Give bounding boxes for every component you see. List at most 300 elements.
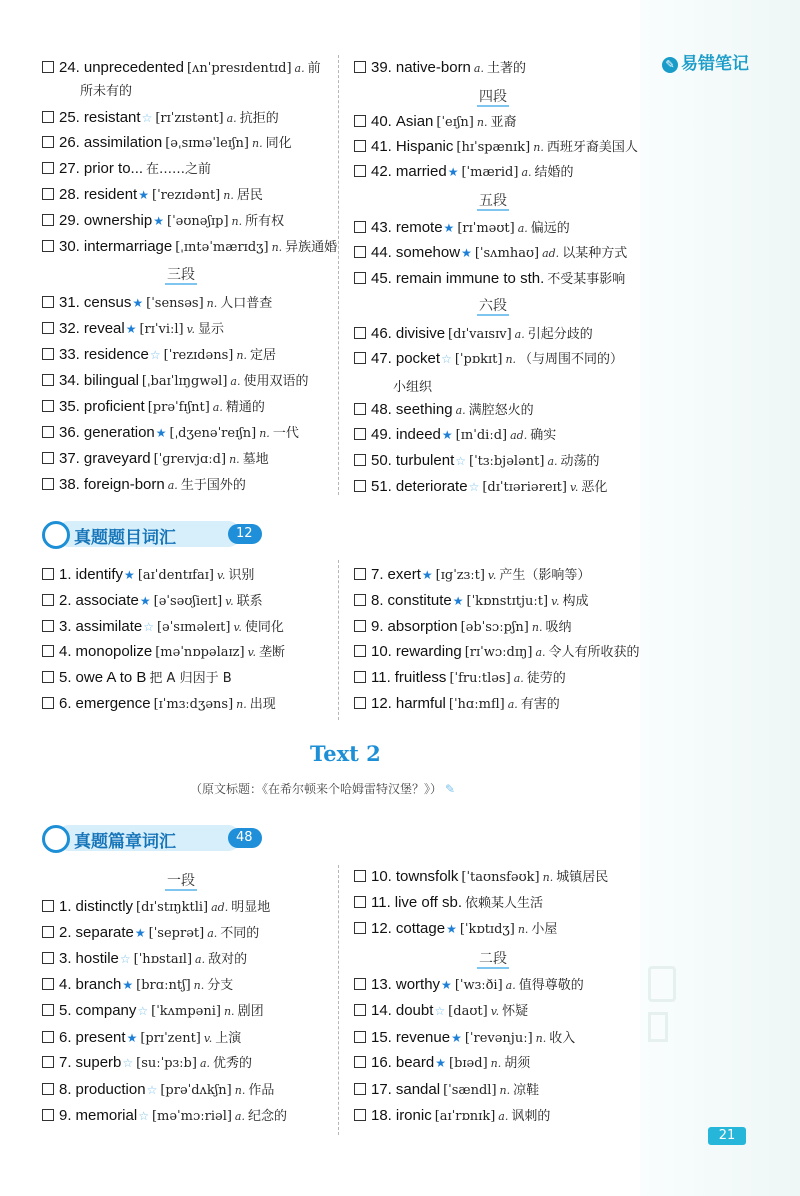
meaning: 一代 [272,426,299,441]
magnifier-icon [42,825,70,853]
meaning: 联系 [236,594,263,609]
phonetic: [ˈmærid] [461,165,519,180]
checkbox[interactable] [42,188,54,200]
vocab-entry [42,1001,264,1022]
vocab-word: company [75,1002,137,1019]
checkbox[interactable] [42,136,54,148]
vocab-entry [42,397,265,418]
phonetic: [ˌbaɪˈlɪŋgwəl] [141,374,228,389]
entry-number: 25. [59,109,80,126]
phonetic: [əˌsɪməˈleɪʃn] [165,136,249,151]
part-of-speech: a. [517,222,528,235]
checkbox[interactable] [42,240,54,252]
vocab-entry [354,400,534,421]
vocab-entry [354,565,590,586]
meaning: 出现 [249,697,276,712]
vocab-word: worthy [395,976,441,993]
part-of-speech: v. [569,481,579,494]
vocab-entry [42,133,292,154]
entry-number: 50. [371,452,392,469]
checkbox[interactable] [42,568,54,580]
meaning: 上演 [215,1031,242,1046]
entry-number: 13. [371,976,392,993]
vocab-word: beard [395,1054,435,1071]
vocab-entry [42,58,321,79]
vocab-word: branch [75,976,122,993]
phonetic: [ɪnˈdiːd] [455,428,508,443]
star-icon: ★ [451,1031,462,1045]
part-of-speech: a. [455,404,466,417]
entry-number: 33. [59,346,80,363]
vocab-word: graveyard [83,450,151,467]
vocab-entry [42,371,309,392]
column-divider [338,865,339,1135]
checkbox[interactable] [354,140,366,152]
vocab-entry [354,349,623,370]
vocab-entry [42,1028,241,1049]
half-star-icon: ☆ [149,348,161,362]
phonetic: [məˈmɔːriəl] [151,1109,232,1124]
vocab-word: live off sb. [394,894,463,911]
entry-number: 39. [371,59,392,76]
entry-number: 47. [371,350,392,367]
vocab-entry [354,1053,530,1074]
entry-number: 12. [371,920,392,937]
entry-number: 36. [59,424,80,441]
star-icon: ★ [153,214,164,228]
checkbox[interactable] [354,246,366,258]
meaning: 剧团 [237,1004,264,1019]
entry-number: 46. [371,325,392,342]
vocab-entry [354,867,608,888]
half-star-icon: ☆ [141,111,153,125]
checkbox[interactable] [354,115,366,127]
meaning: 不同的 [220,926,260,941]
checkbox[interactable] [354,272,366,284]
vocab-entry [42,617,284,638]
checkbox[interactable] [42,61,54,73]
part-of-speech: a. [226,112,237,125]
checkbox[interactable] [42,1109,54,1121]
checkbox[interactable] [42,1004,54,1016]
checkbox[interactable] [354,1031,366,1043]
phonetic: [əˈsəʊʃieɪt] [153,594,223,609]
entry-number: 1. [59,566,72,583]
checkbox[interactable] [354,896,366,908]
star-icon: ★ [126,1031,138,1045]
checkbox[interactable] [354,870,366,882]
checkbox[interactable] [354,352,366,364]
checkbox[interactable] [354,568,366,580]
phonetic: [ˈəʊnəʃɪp] [167,214,229,229]
meaning: 生于国外的 [180,478,246,493]
phonetic: [ˈeɪʃn] [436,115,474,130]
checkbox[interactable] [42,214,54,226]
checkbox[interactable] [354,221,366,233]
half-star-icon: ☆ [143,620,154,634]
checkbox[interactable] [42,620,54,632]
meaning: 满腔怒火的 [468,403,534,418]
meaning: （与周围不同的） [519,352,624,367]
half-star-icon: ☆ [138,1109,149,1123]
vocab-word: absorption [387,618,458,635]
brand-logo [662,49,749,74]
checkbox[interactable] [354,454,366,466]
phonetic: [ˌɪntəˈmærɪdʒ] [175,240,269,255]
vocab-entry [354,1080,539,1101]
half-star-icon: ☆ [455,454,466,468]
vocab-entry [354,477,607,498]
entry-number: 26. [59,134,80,151]
entry-number: 8. [371,592,384,609]
checkbox[interactable] [354,165,366,177]
meaning: 亚裔 [490,115,517,130]
entry-number: 5. [59,669,72,686]
phonetic: [rɪˈviːl] [139,322,184,337]
pen-icon: ✎ [445,782,456,796]
phonetic: [ˈrezɪdənt] [152,188,221,203]
vocab-word: assimilation [83,134,163,151]
phonetic: [ˌdʒenəˈreɪʃn] [169,426,257,441]
vocab-word: residence [83,346,149,363]
entry-number: 2. [59,592,72,609]
banner-count: 48 个 [228,828,262,848]
vocab-word: seething [395,401,453,418]
entry-number: 18. [371,1107,392,1124]
vocab-entry [354,642,640,663]
vocab-word: generation [83,424,155,441]
star-icon: ★ [443,221,455,235]
part-of-speech: n. [271,241,283,254]
entry-number: 8. [59,1081,72,1098]
entry-number: 35. [59,398,80,415]
part-of-speech: v. [225,595,234,608]
checkbox[interactable] [42,322,54,334]
meaning: 以某种方式 [562,246,628,261]
checkbox[interactable] [354,645,366,657]
part-of-speech: n. [229,453,240,466]
vocab-entry [354,269,625,290]
checkbox[interactable] [354,403,366,415]
checkbox[interactable] [354,1109,366,1121]
meaning: 敌对的 [208,952,248,967]
checkbox[interactable] [354,620,366,632]
meaning: 确实 [530,428,557,443]
brand-text: 易错笔记 [681,54,749,74]
entry-number: 3. [59,950,72,967]
vocab-entry [42,293,272,314]
vocab-word: present [75,1029,126,1046]
vocab-word: ironic [395,1107,432,1124]
vocab-word: assimilate [75,618,143,635]
phonetic: [ˈrezɪdəns] [163,348,234,363]
part-of-speech: n. [517,923,529,936]
vocab-word: owe A to B [75,669,147,686]
vocab-word: pocket [395,350,441,367]
meaning: 城镇居民 [556,870,609,885]
checkbox[interactable] [354,922,366,934]
meaning: 前 [307,61,321,76]
meaning: 识别 [228,568,255,583]
entry-number: 14. [371,1002,392,1019]
vocab-word: census [83,294,132,311]
vocab-entry [42,975,233,996]
phonetic: [suːˈpɜːb] [136,1056,197,1071]
half-star-icon: ☆ [122,1056,134,1070]
original-title-note: （原文标题：《在希尔顿来个哈姆雷特汉堡？》） ✎ [190,782,456,796]
banner-count: 12 个 [228,524,262,544]
banner-exam-question-vocab [42,521,262,561]
vocab-word: Hispanic [395,138,454,155]
checkbox[interactable] [42,594,54,606]
meaning: 墓地 [242,452,269,467]
checkbox[interactable] [354,671,366,683]
meaning: 使同化 [244,620,284,635]
part-of-speech: n. [476,116,488,129]
banner-title: 真题题目词汇 [74,528,176,548]
segment-label: 四段 [479,89,507,105]
page-number: 21 [708,1127,746,1145]
entry-number: 9. [371,618,384,635]
entry-number: 15. [371,1029,392,1046]
entry-number: 32. [59,320,80,337]
meaning: 令人有所收获的 [548,645,640,660]
part-of-speech: n. [236,349,247,362]
vocab-word: associate [75,592,139,609]
checkbox[interactable] [354,428,366,440]
entry-number: 28. [59,186,80,203]
phonetic: [rɪˈməʊt] [457,221,515,236]
meaning: 凉鞋 [513,1083,540,1098]
part-of-speech: v. [186,323,196,336]
checkbox[interactable] [42,926,54,938]
entry-number: 31. [59,294,80,311]
part-of-speech: ad. [211,901,229,914]
vocab-word: remote [395,219,443,236]
phonetic: [ˈrevənjuː] [464,1031,533,1046]
vocab-entry [42,449,269,470]
meaning: 使用双语的 [243,374,309,389]
checkbox[interactable] [42,697,54,709]
entry-number: 16. [371,1054,392,1071]
part-of-speech: ad. [510,429,528,442]
part-of-speech: a. [498,1110,509,1123]
part-of-speech: a. [195,953,206,966]
part-of-speech: a. [294,62,305,75]
vocab-word: sandal [395,1081,441,1098]
phonetic: [ɪgˈzɜːt] [435,568,485,583]
vocab-word: prior to... [83,160,144,177]
meaning-continued: 小组织 [393,380,433,395]
part-of-speech: n. [231,215,243,228]
meaning: 恶化 [581,480,608,495]
vocab-word: monopolize [75,643,153,660]
meaning: 产生（影响等） [499,568,591,583]
star-icon: ★ [452,594,464,608]
vocab-word: production [75,1081,146,1098]
entry-number: 44. [371,244,392,261]
phonetic: [məˈnɒpəlaɪz] [155,645,245,660]
meaning: 吸纳 [545,620,572,635]
checkbox[interactable] [42,645,54,657]
entry-number: 4. [59,976,72,993]
vocab-entry [42,642,285,663]
checkbox[interactable] [42,952,54,964]
part-of-speech: v. [487,569,497,582]
entry-number: 49. [371,426,392,443]
vocab-entry [354,137,638,158]
checkbox[interactable] [354,1056,366,1068]
star-icon: ★ [122,978,134,992]
vocab-word: distinctly [75,898,134,915]
vocab-word: resident [83,186,138,203]
phonetic: [ˈwɜːði] [454,978,503,993]
meaning: 收入 [549,1031,576,1046]
checkbox[interactable] [354,697,366,709]
checkbox[interactable] [42,900,54,912]
segment-label: 六段 [479,298,507,314]
star-icon: ★ [134,926,146,940]
vocab-word: somehow [395,244,461,261]
star-icon: ★ [125,322,137,336]
part-of-speech: n. [542,871,554,884]
star-icon: ★ [138,188,149,202]
vocab-entry [354,451,600,472]
meaning: 土著的 [486,61,526,76]
phonetic: [dɪˈvaɪsɪv] [448,327,512,342]
part-of-speech: a. [473,62,484,75]
meaning: 抗拒的 [239,111,279,126]
vocab-word: memorial [75,1107,138,1124]
vocab-entry [354,1001,528,1022]
part-of-speech: a. [212,401,223,414]
vocab-entry [42,1080,274,1101]
vocab-entry [354,162,574,183]
entry-number: 2. [59,924,72,941]
meaning: 居民 [236,188,263,203]
brand-icon: ✎ [662,57,678,73]
star-icon: ★ [155,426,167,440]
part-of-speech: v. [203,1032,213,1045]
vocab-word: revenue [395,1029,451,1046]
checkbox[interactable] [42,1056,54,1068]
vocab-entry [354,324,593,345]
vocab-entry [42,668,232,689]
checkbox[interactable] [42,348,54,360]
star-icon: ★ [124,568,135,582]
segment-label: 二段 [479,951,507,967]
vocab-entry [354,58,526,79]
vocab-word: identify [75,566,124,583]
part-of-speech: n. [234,1084,246,1097]
meaning: 值得尊敬的 [518,978,584,993]
entry-number: 51. [371,478,392,495]
part-of-speech: a. [507,698,518,711]
checkbox[interactable] [42,400,54,412]
phonetic: [brɑːntʃ] [136,978,191,993]
checkbox[interactable] [42,426,54,438]
entry-number: 30. [59,238,80,255]
checkbox[interactable] [354,594,366,606]
vocab-entry [354,1106,550,1127]
entry-number: 17. [371,1081,392,1098]
vocab-entry [42,211,284,232]
checkbox[interactable] [42,1031,54,1043]
phonetic: [ˈtɜːbjələnt] [469,454,545,469]
star-icon: ★ [441,978,452,992]
meaning: 依赖某人生活 [465,896,544,911]
part-of-speech: a. [167,479,178,492]
vocab-entry [354,1028,575,1049]
vocab-entry [354,893,543,914]
phonetic: [ˈsensəs] [146,296,204,311]
meaning: 西班牙裔美国人 [546,140,638,155]
checkbox[interactable] [354,978,366,990]
checkbox[interactable] [354,480,366,492]
checkbox[interactable] [354,61,366,73]
part-of-speech: a. [535,646,546,659]
checkbox[interactable] [354,327,366,339]
vocab-word: cottage [395,920,446,937]
phonetic: [prəˈfɪʃnt] [147,400,210,415]
phonetic: [dɪˈstɪŋktli] [136,900,209,915]
part-of-speech: n. [223,189,234,202]
checkbox[interactable] [354,1004,366,1016]
phonetic: [rɪˈzɪstənt] [155,111,224,126]
vocab-entry [42,345,276,366]
meaning: 垄断 [259,645,286,660]
checkbox[interactable] [354,1083,366,1095]
phonetic: [rɪˈwɔːdɪŋ] [464,645,533,660]
meaning: 偏远的 [530,221,570,236]
phonetic: [əˈsɪməleɪt] [156,620,231,635]
meaning: 在……之前 [146,162,212,177]
checkbox[interactable] [42,111,54,123]
checkbox[interactable] [42,162,54,174]
checkbox[interactable] [42,671,54,683]
checkbox[interactable] [42,478,54,490]
checkbox[interactable] [42,978,54,990]
meaning: 徒劳的 [526,671,566,686]
segment-label: 一段 [167,873,195,889]
part-of-speech: n. [251,137,263,150]
phonetic: [ˈhɑːmfl] [448,697,505,712]
checkbox[interactable] [42,452,54,464]
phonetic: [bɪəd] [449,1056,488,1071]
vocab-entry [42,475,246,496]
part-of-speech: a. [513,672,524,685]
vocab-entry [354,975,584,996]
checkbox[interactable] [42,374,54,386]
meaning: 人口普查 [220,296,273,311]
vocab-word: reveal [83,320,125,337]
phonetic: [ˈkʌmpəni] [151,1004,221,1019]
part-of-speech: a. [199,1057,210,1070]
checkbox[interactable] [42,1083,54,1095]
vocab-word: intermarriage [83,238,173,255]
part-of-speech: n. [206,297,218,310]
vocab-word: Asian [395,113,434,130]
half-star-icon: ☆ [119,952,131,966]
vocab-word: proficient [83,398,145,415]
phonetic: [ˈɡreɪvjɑːd] [153,452,227,467]
meaning: 怀疑 [502,1004,529,1019]
half-star-icon: ☆ [146,1083,158,1097]
meaning: 异族通婚 [285,240,338,255]
part-of-speech: n. [535,1032,547,1045]
checkbox[interactable] [42,296,54,308]
faint-glyph [648,1012,668,1042]
